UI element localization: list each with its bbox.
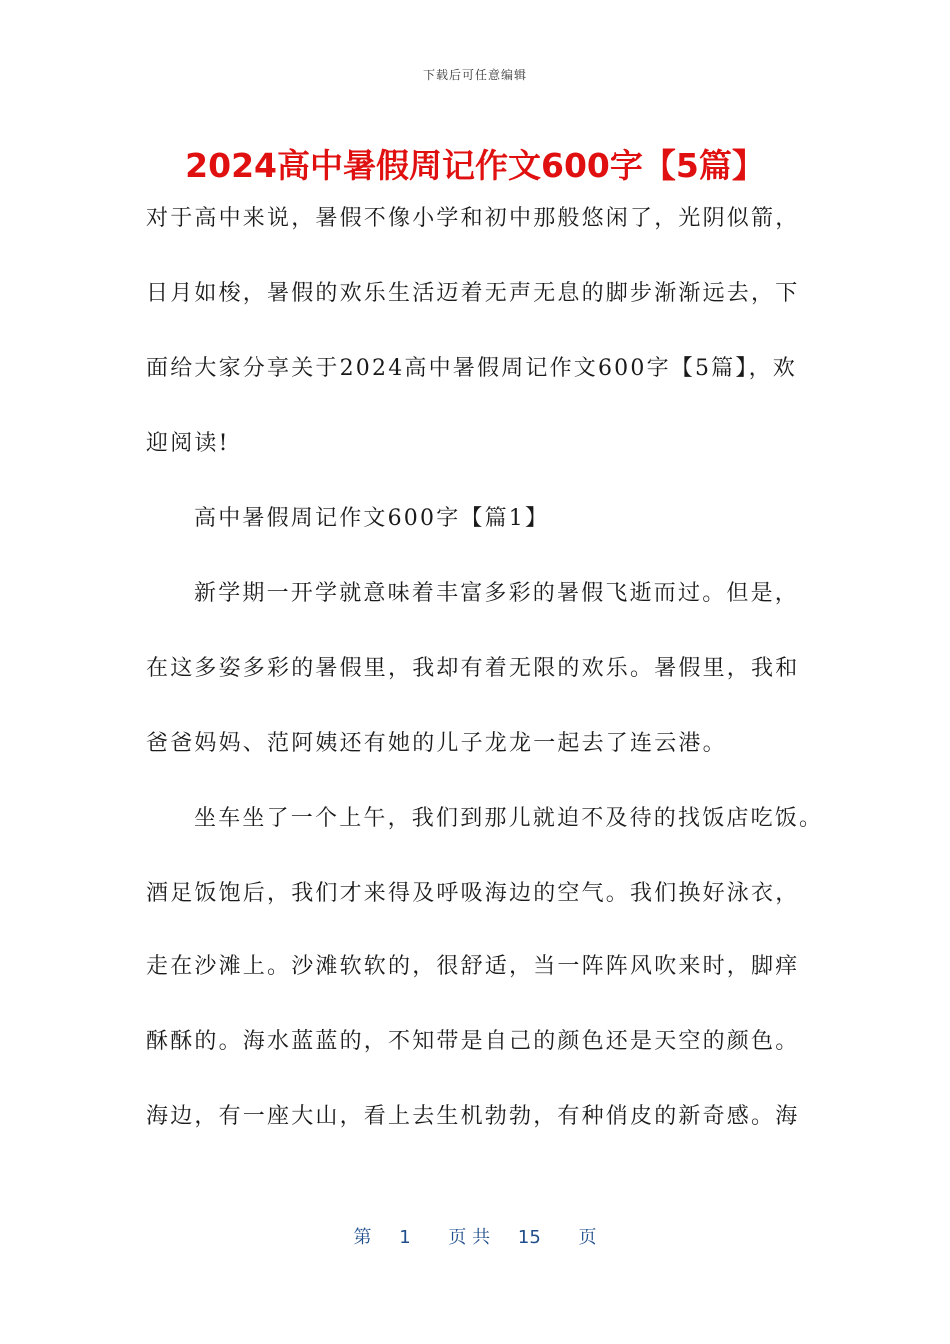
text-line: 走在沙滩上。沙滩软软的，很舒适，当一阵阵风吹来时，脚痒	[146, 954, 800, 979]
text-line: 爸爸妈妈、范阿姨还有她的儿子龙龙一起去了连云港。	[146, 731, 727, 756]
text-line: 新学期一开学就意味着丰富多彩的暑假飞逝而过。但是，	[194, 581, 800, 606]
footer-ye-gong: 页 共	[448, 1227, 491, 1248]
section-heading: 高中暑假周记作文600字【篇1】	[194, 506, 550, 531]
footer-total-pages: 15	[517, 1227, 541, 1248]
header-note: 下载后可任意编辑	[422, 68, 527, 82]
footer-ye: 页	[578, 1227, 597, 1248]
text-line: 在这多姿多彩的暑假里，我却有着无限的欢乐。暑假里，我和	[146, 656, 800, 681]
text-line: 海边，有一座大山，看上去生机勃勃，有种俏皮的新奇感。海	[146, 1104, 800, 1129]
text-line: 面给大家分享关于2024高中暑假周记作文600字【5篇】，欢	[146, 356, 797, 381]
document-title: 2024高中暑假周记作文600字【5篇】	[185, 146, 765, 185]
text-line: 酥酥的。海水蓝蓝的，不知带是自己的颜色还是天空的颜色。	[146, 1029, 800, 1054]
footer-di: 第	[353, 1227, 372, 1248]
text-line: 对于高中来说，暑假不像小学和初中那般悠闲了，光阴似箭，	[146, 206, 800, 231]
page-footer	[0, 1223, 950, 1253]
text-line: 日月如梭，暑假的欢乐生活迈着无声无息的脚步渐渐远去，下	[146, 281, 800, 306]
footer-page-number: 1	[399, 1227, 411, 1248]
text-line: 坐车坐了一个上午，我们到那儿就迫不及待的找饭店吃饭。	[194, 806, 824, 831]
text-line: 迎阅读!	[146, 431, 230, 456]
text-line: 酒足饭饱后，我们才来得及呼吸海边的空气。我们换好泳衣，	[146, 881, 800, 906]
